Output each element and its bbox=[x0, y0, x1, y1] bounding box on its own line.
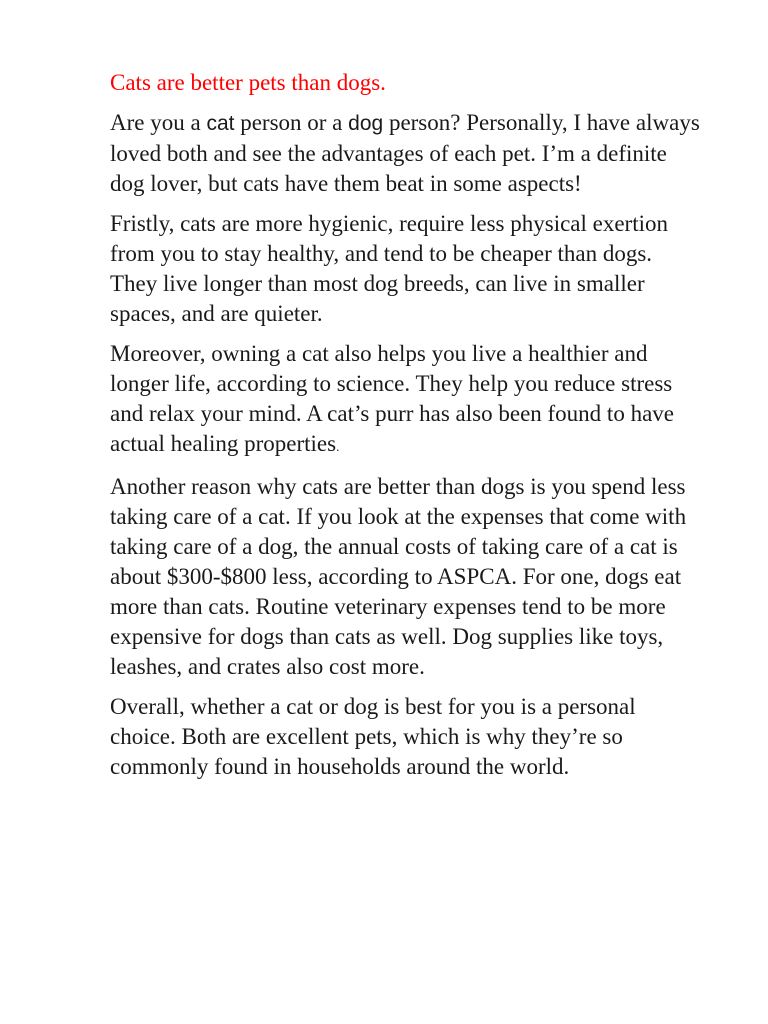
document-body bbox=[110, 68, 700, 792]
moreover-text: Moreover, owning a cat also helps you live a healthier and longer life, according to science. They help you reduce stress and relax your mind. A cat’s purr has also been found to have actual healing properties bbox=[110, 341, 674, 456]
document-title: Cats are better pets than dogs. bbox=[110, 70, 386, 95]
intro-text-1: Are you a bbox=[110, 110, 207, 135]
dog-word: dog bbox=[348, 112, 384, 135]
paragraph-another-reason: Another reason why cats are better than dogs is you spend less taking care of a cat. If you look at the expenses that come with taking care of a dog, the annual costs of taking care of a cat is about $300-$800 less, according to ASPCA. For one, dogs eat more than cats. Routine veterinary expenses tend to be more expensive for dogs than cats as well. Dog supplies like toys, leashes, and crates also cost more. bbox=[110, 474, 687, 679]
paragraph-overall: Overall, whether a cat or dog is best for you is a personal choice. Both are excellent pets, which is why they’re so commonly found in households around the world. bbox=[110, 694, 636, 779]
paragraph-intro bbox=[110, 108, 700, 199]
intro-text-2: person or a bbox=[234, 110, 349, 135]
intro-text-3: person? Personally, I have always loved both and see the advantages of each pet. I’m a definite dog lover, but cats have them beat in some aspects! bbox=[110, 110, 700, 196]
paragraph-moreover bbox=[110, 339, 700, 462]
paragraph-firstly: Fristly, cats are more hygienic, require less physical exertion from you to stay healthy, and tend to be cheaper than dogs. They live longer than most dog breeds, can live in smaller spaces, and are quieter. bbox=[110, 211, 668, 326]
moreover-period: . bbox=[336, 439, 340, 454]
cat-word: cat bbox=[206, 112, 235, 135]
